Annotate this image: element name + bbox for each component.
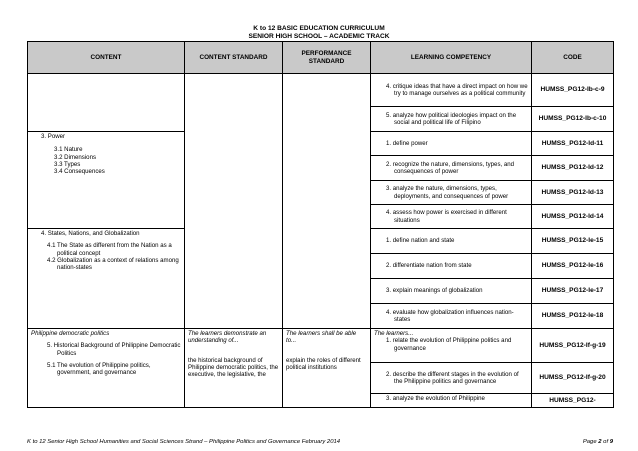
competency-cell	[371, 363, 532, 394]
learners-intro: The learners...	[374, 330, 414, 337]
competency-text: 1. define power	[386, 139, 428, 147]
competency-text: 2. differentiate nation from state	[386, 262, 472, 270]
competency-cell	[371, 254, 532, 279]
competency-text: 4. critique ideas that have a direct impact on how we try to manage ourselves as a political community	[386, 82, 528, 97]
power-title: 3. Power	[41, 133, 66, 140]
col-header-learning-competency: LEARNING COMPETENCY	[371, 42, 532, 74]
page-total: 9	[609, 439, 613, 445]
power-item: 3.2 Dimensions	[54, 153, 96, 161]
competency-cell	[371, 132, 532, 156]
competency-cell	[371, 279, 532, 304]
page-separator: of	[601, 439, 610, 445]
content-standard-intro: The learners demonstrate an understanding of...	[188, 330, 267, 345]
democratic-item: 5. Historical Background of Philippine Democratic Politics	[47, 342, 181, 357]
competency-text: 2. describe the different stages in the evolution of the Philippine politics and governance	[386, 370, 519, 385]
states-item: 4.1 The State as different from the Nation as a political concept	[47, 242, 172, 257]
competency-text: 3. explain meanings of globalization	[386, 287, 483, 295]
content-cell-states	[28, 229, 185, 329]
table-header-row	[28, 42, 614, 74]
competency-cell	[371, 229, 532, 254]
performance-standard-cell-empty	[283, 74, 371, 329]
content-standard-cell	[185, 329, 283, 408]
states-item: 4.2 Globalization as a context of relations among nation-states	[47, 256, 179, 272]
competency-code: HUMSS_PG12-	[532, 394, 614, 408]
power-item: 3.4 Consequences	[54, 168, 105, 176]
competency-text: 1. relate the evolution of Philippine politics and governance	[386, 337, 512, 352]
democratic-subitem: 5.1 The evolution of Philippine politics, government, and governance	[47, 361, 151, 377]
content-cell-democratic	[28, 329, 185, 408]
competency-text: 3. analyze the evolution of Philippine	[386, 395, 485, 402]
curriculum-title: K to 12 BASIC EDUCATION CURRICULUM	[253, 25, 385, 32]
competency-code: HUMSS_PG12-Ie-16	[532, 254, 614, 279]
competency-code: HUMSS_PG12-If-g-19	[532, 329, 614, 363]
col-header-code: CODE	[532, 42, 614, 74]
table-row	[28, 329, 614, 363]
content-standard-text: the historical background of Philippine democratic politics, the executive, the legislative, the	[188, 356, 279, 379]
content-cell-power	[28, 132, 185, 229]
competency-code: HUMSS_PG12-Ib-c-10	[532, 107, 614, 132]
competency-cell	[371, 74, 532, 107]
page-prefix: Page	[582, 439, 599, 445]
col-header-performance-standard: PERFORMANCE STANDARD	[283, 42, 371, 74]
competency-code: HUMSS_PG12-Ie-15	[532, 229, 614, 254]
col-header-content: CONTENT	[28, 42, 185, 74]
states-title: 4. States, Nations, and Globalization	[41, 230, 140, 237]
competency-text: 1. define nation and state	[386, 237, 455, 245]
footer-document-title: K to 12 Senior High School Humanities and Social Sciences Strand – Philippine Politics and Governance February 2014	[27, 439, 341, 445]
page-current: 2	[598, 439, 602, 445]
competency-cell	[371, 107, 532, 132]
competency-code: HUMSS_PG12-Ie-18	[532, 304, 614, 329]
content-cell-empty	[28, 74, 185, 132]
competency-cell	[371, 181, 532, 205]
competency-cell	[371, 205, 532, 229]
democratic-title: Philippine democratic politics	[31, 330, 110, 337]
competency-cell	[371, 394, 532, 408]
competency-cell	[371, 329, 532, 363]
competency-code: HUMSS_PG12-Id-12	[532, 156, 614, 181]
performance-standard-text: explain the roles of different political institutions	[286, 356, 361, 371]
performance-standard-cell	[283, 329, 371, 408]
power-item: 3.1 Nature	[54, 146, 83, 154]
competency-text: 4. evaluate how globalization influences nation-states	[386, 308, 514, 323]
performance-standard-intro: The learners shall be able to...	[286, 330, 357, 345]
power-item: 3.3 Types	[54, 160, 81, 168]
table-row	[28, 74, 614, 107]
competency-text: 4. assess how power is exercised in different situations	[386, 209, 507, 224]
competency-text: 3. analyze the nature, dimensions, types, deployments, and consequences of power	[386, 185, 509, 200]
competency-code: HUMSS_PG12-Id-14	[532, 205, 614, 229]
competency-code: HUMSS_PG12-Id-13	[532, 181, 614, 205]
competency-code: HUMSS_PG12-Ie-17	[532, 279, 614, 304]
competency-code: HUMSS_PG12-Ib-c-9	[532, 74, 614, 107]
footer-page-number	[583, 438, 613, 446]
competency-cell	[371, 304, 532, 329]
competency-code: HUMSS_PG12-If-g-20	[532, 363, 614, 394]
content-standard-cell-empty	[185, 74, 283, 329]
curriculum-table	[27, 41, 614, 408]
competency-text: 2. recognize the nature, dimensions, types, and consequences of power	[386, 160, 515, 175]
track-subtitle: SENIOR HIGH SCHOOL – ACADEMIC TRACK	[248, 33, 390, 40]
competency-cell	[371, 156, 532, 181]
competency-text: 5. analyze how political ideologies impact on the social and political life of Filipino	[386, 111, 517, 126]
competency-code: HUMSS_PG12-Id-11	[532, 132, 614, 156]
col-header-content-standard: CONTENT STANDARD	[185, 42, 283, 74]
